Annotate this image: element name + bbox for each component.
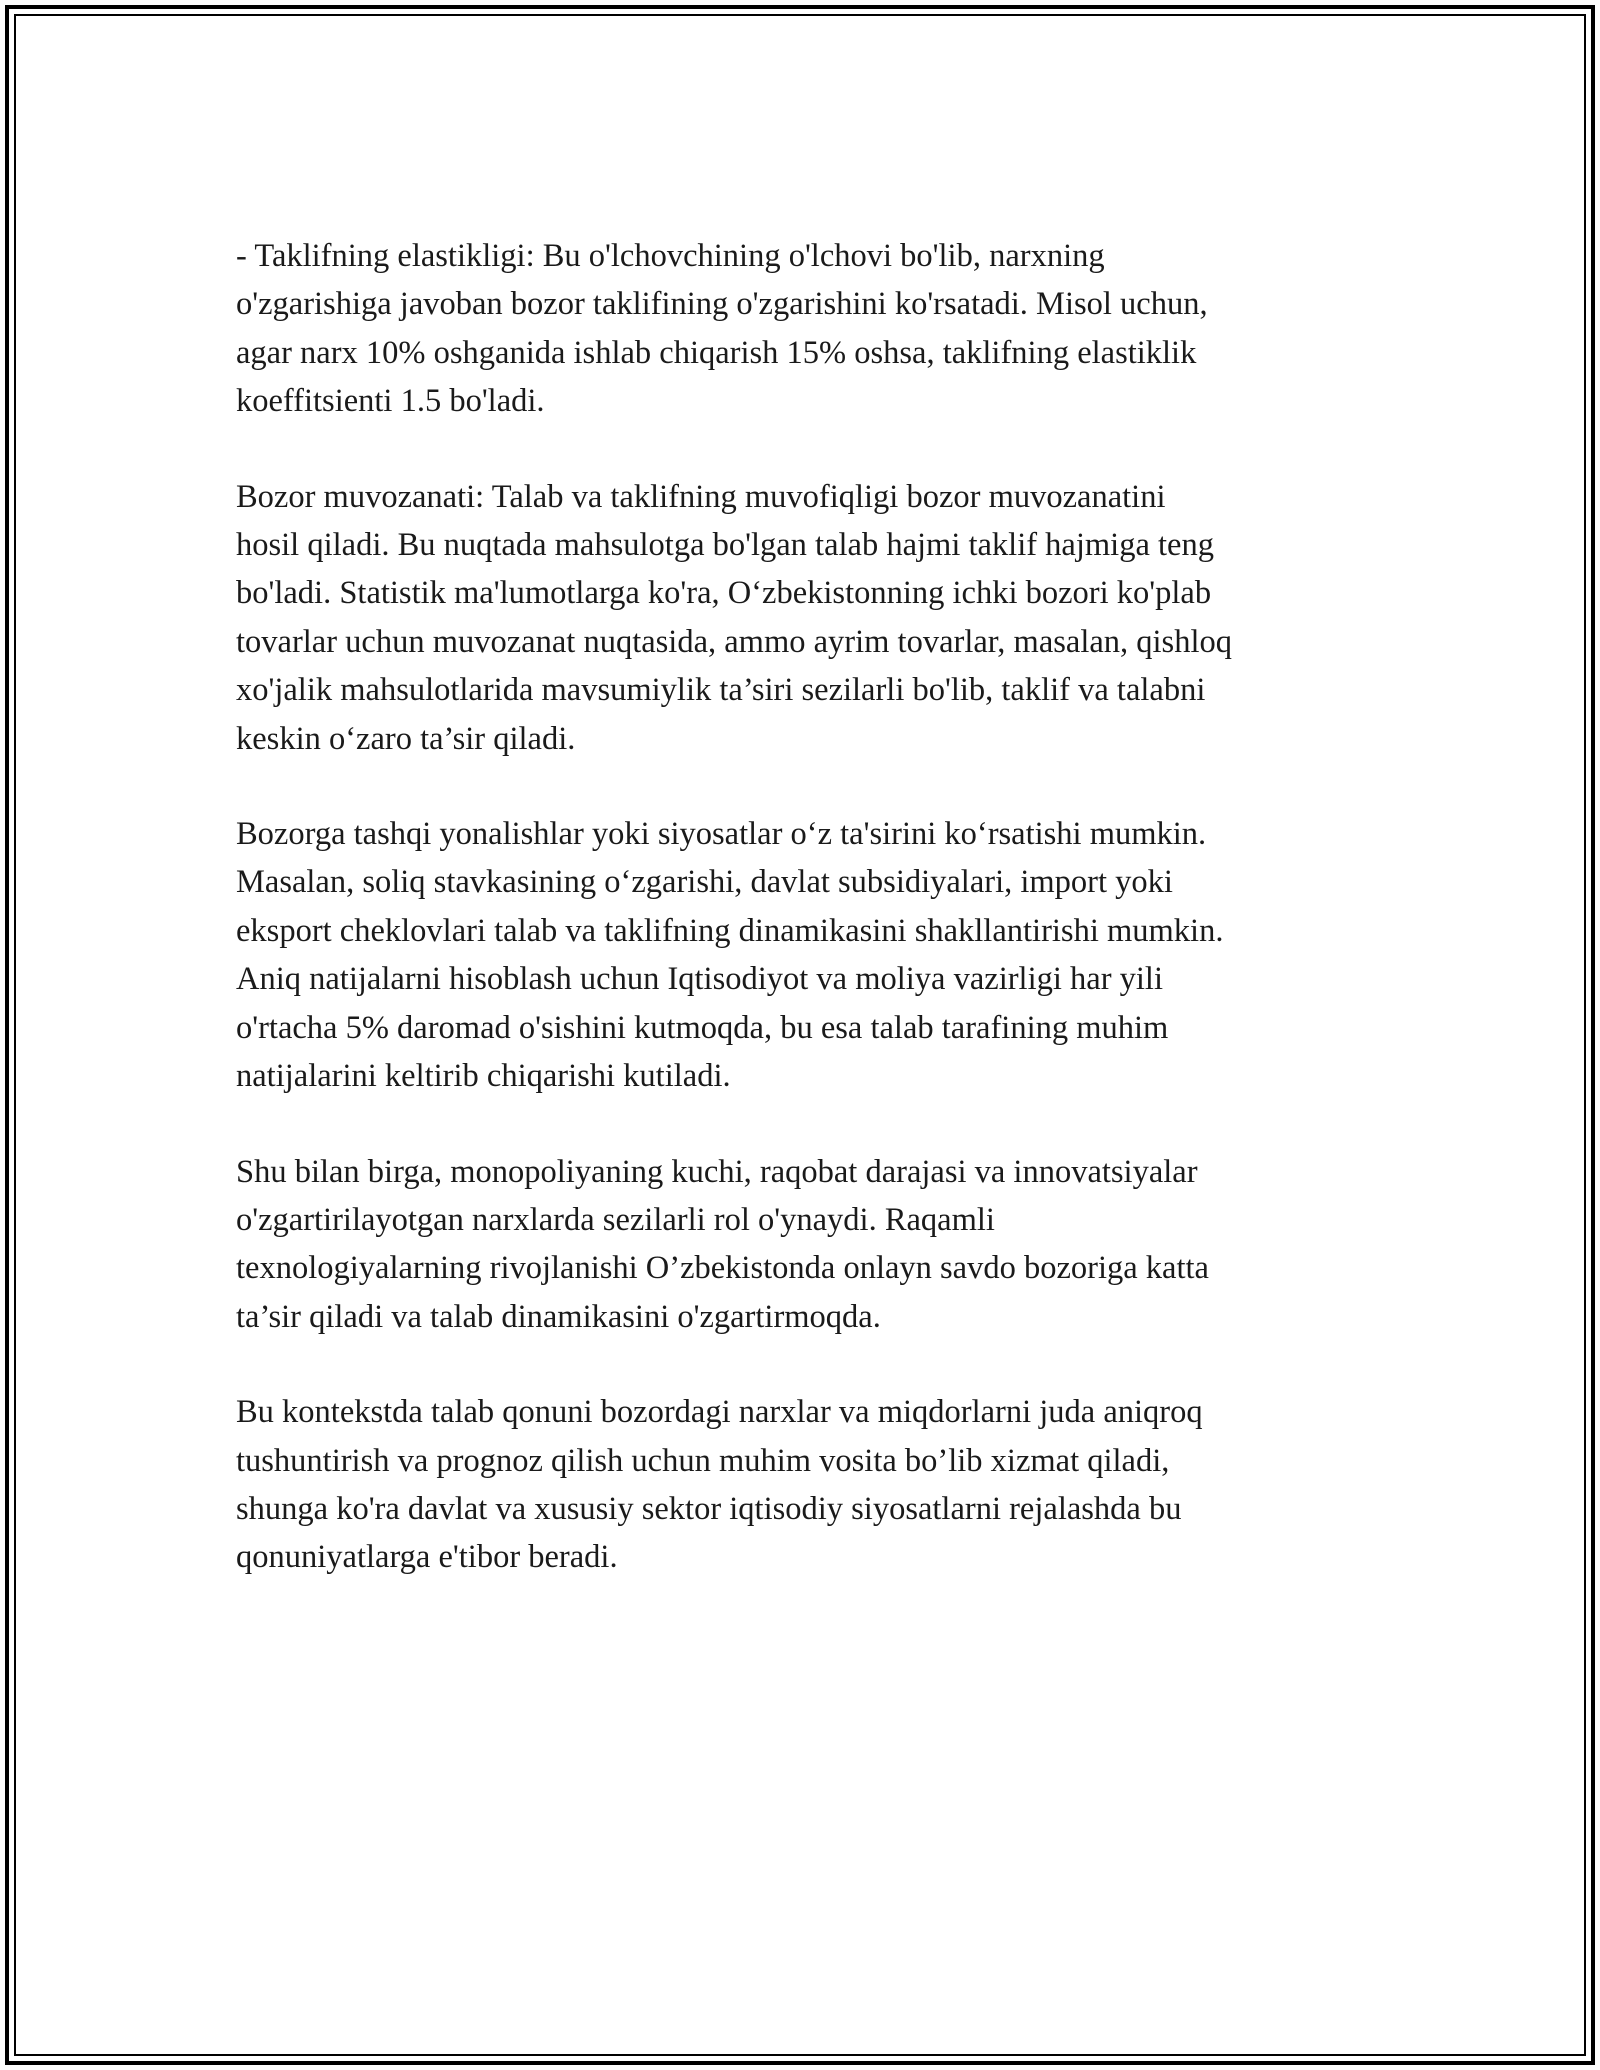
text-line: xo'jalik mahsulotlarida mavsumiylik ta’siri sezilarli bo'lib, taklif va talabni xyxy=(236,672,1206,709)
text-line: hosil qiladi. Bu nuqtada mahsulotga bo'lgan talab hajmi taklif hajmiga teng xyxy=(236,527,1214,564)
text-line: Masalan, soliq stavkasining o‘zgarishi, davlat subsidiyalari, import yoki xyxy=(236,864,1173,901)
document-body xyxy=(236,232,1376,1629)
paragraph-conclusion xyxy=(236,1388,1376,1582)
paragraph-market-equilibrium xyxy=(236,473,1376,763)
text-line: shunga ko'ra davlat va xususiy sektor iqtisodiy siyosatlarni rejalashda bu xyxy=(236,1490,1182,1527)
text-line: qonuniyatlarga e'tibor beradi. xyxy=(236,1539,618,1576)
text-line: o'zgartirilayotgan narxlarda sezilarli rol o'ynaydi. Raqamli xyxy=(236,1201,995,1238)
paragraph-monopoly-innovation xyxy=(236,1148,1376,1342)
paragraph-external-policies xyxy=(236,810,1376,1100)
text-line: o'zgarishiga javoban bozor taklifining o'zgarishini ko'rsatadi. Misol uchun, xyxy=(236,286,1208,323)
text-line: Aniq natijalarni hisoblash uchun Iqtisodiyot va moliya vazirligi har yili xyxy=(236,961,1163,998)
text-line: Bozorga tashqi yonalishlar yoki siyosatlar o‘z ta'sirini ko‘rsatishi mumkin. xyxy=(236,816,1207,853)
text-line: tushuntirish va prognoz qilish uchun muhim vosita bo’lib xizmat qiladi, xyxy=(236,1442,1170,1479)
text-line: Bu kontekstda talab qonuni bozordagi narxlar va miqdorlarni juda aniqroq xyxy=(236,1394,1203,1431)
text-line: koeffitsienti 1.5 bo'ladi. xyxy=(236,383,545,420)
text-line: Bozor muvozanati: Talab va taklifning muvofiqligi bozor muvozanatini xyxy=(236,478,1166,515)
text-line: - Taklifning elastikligi: Bu o'lchovchining o'lchovi bo'lib, narxning xyxy=(236,238,1105,274)
text-line: Shu bilan birga, monopoliyaning kuchi, raqobat darajasi va innovatsiyalar xyxy=(236,1153,1198,1190)
text-line: ta’sir qiladi va talab dinamikasini o'zgartirmoqda. xyxy=(236,1298,881,1335)
text-line: texnologiyalarning rivojlanishi O’zbekistonda onlayn savdo bozoriga katta xyxy=(236,1250,1209,1287)
paragraph-supply-elasticity xyxy=(236,232,1376,426)
text-line: natijalarini keltirib chiqarishi kutiladi. xyxy=(236,1058,731,1095)
text-line: bo'ladi. Statistik ma'lumotlarga ko'ra, O‘zbekistonning ichki bozori ko'plab xyxy=(236,575,1212,612)
text-line: eksport cheklovlari talab va taklifning dinamikasini shakllantirishi mumkin. xyxy=(236,912,1224,949)
text-line: o'rtacha 5% daromad o'sishini kutmoqda, bu esa talab tarafining muhim xyxy=(236,1009,1169,1046)
text-line: keskin o‘zaro ta’sir qiladi. xyxy=(236,720,576,757)
text-line: tovarlar uchun muvozanat nuqtasida, ammo ayrim tovarlar, masalan, qishloq xyxy=(236,623,1232,660)
text-line: agar narx 10% oshganida ishlab chiqarish 15% oshsa, taklifning elastiklik xyxy=(236,334,1197,371)
